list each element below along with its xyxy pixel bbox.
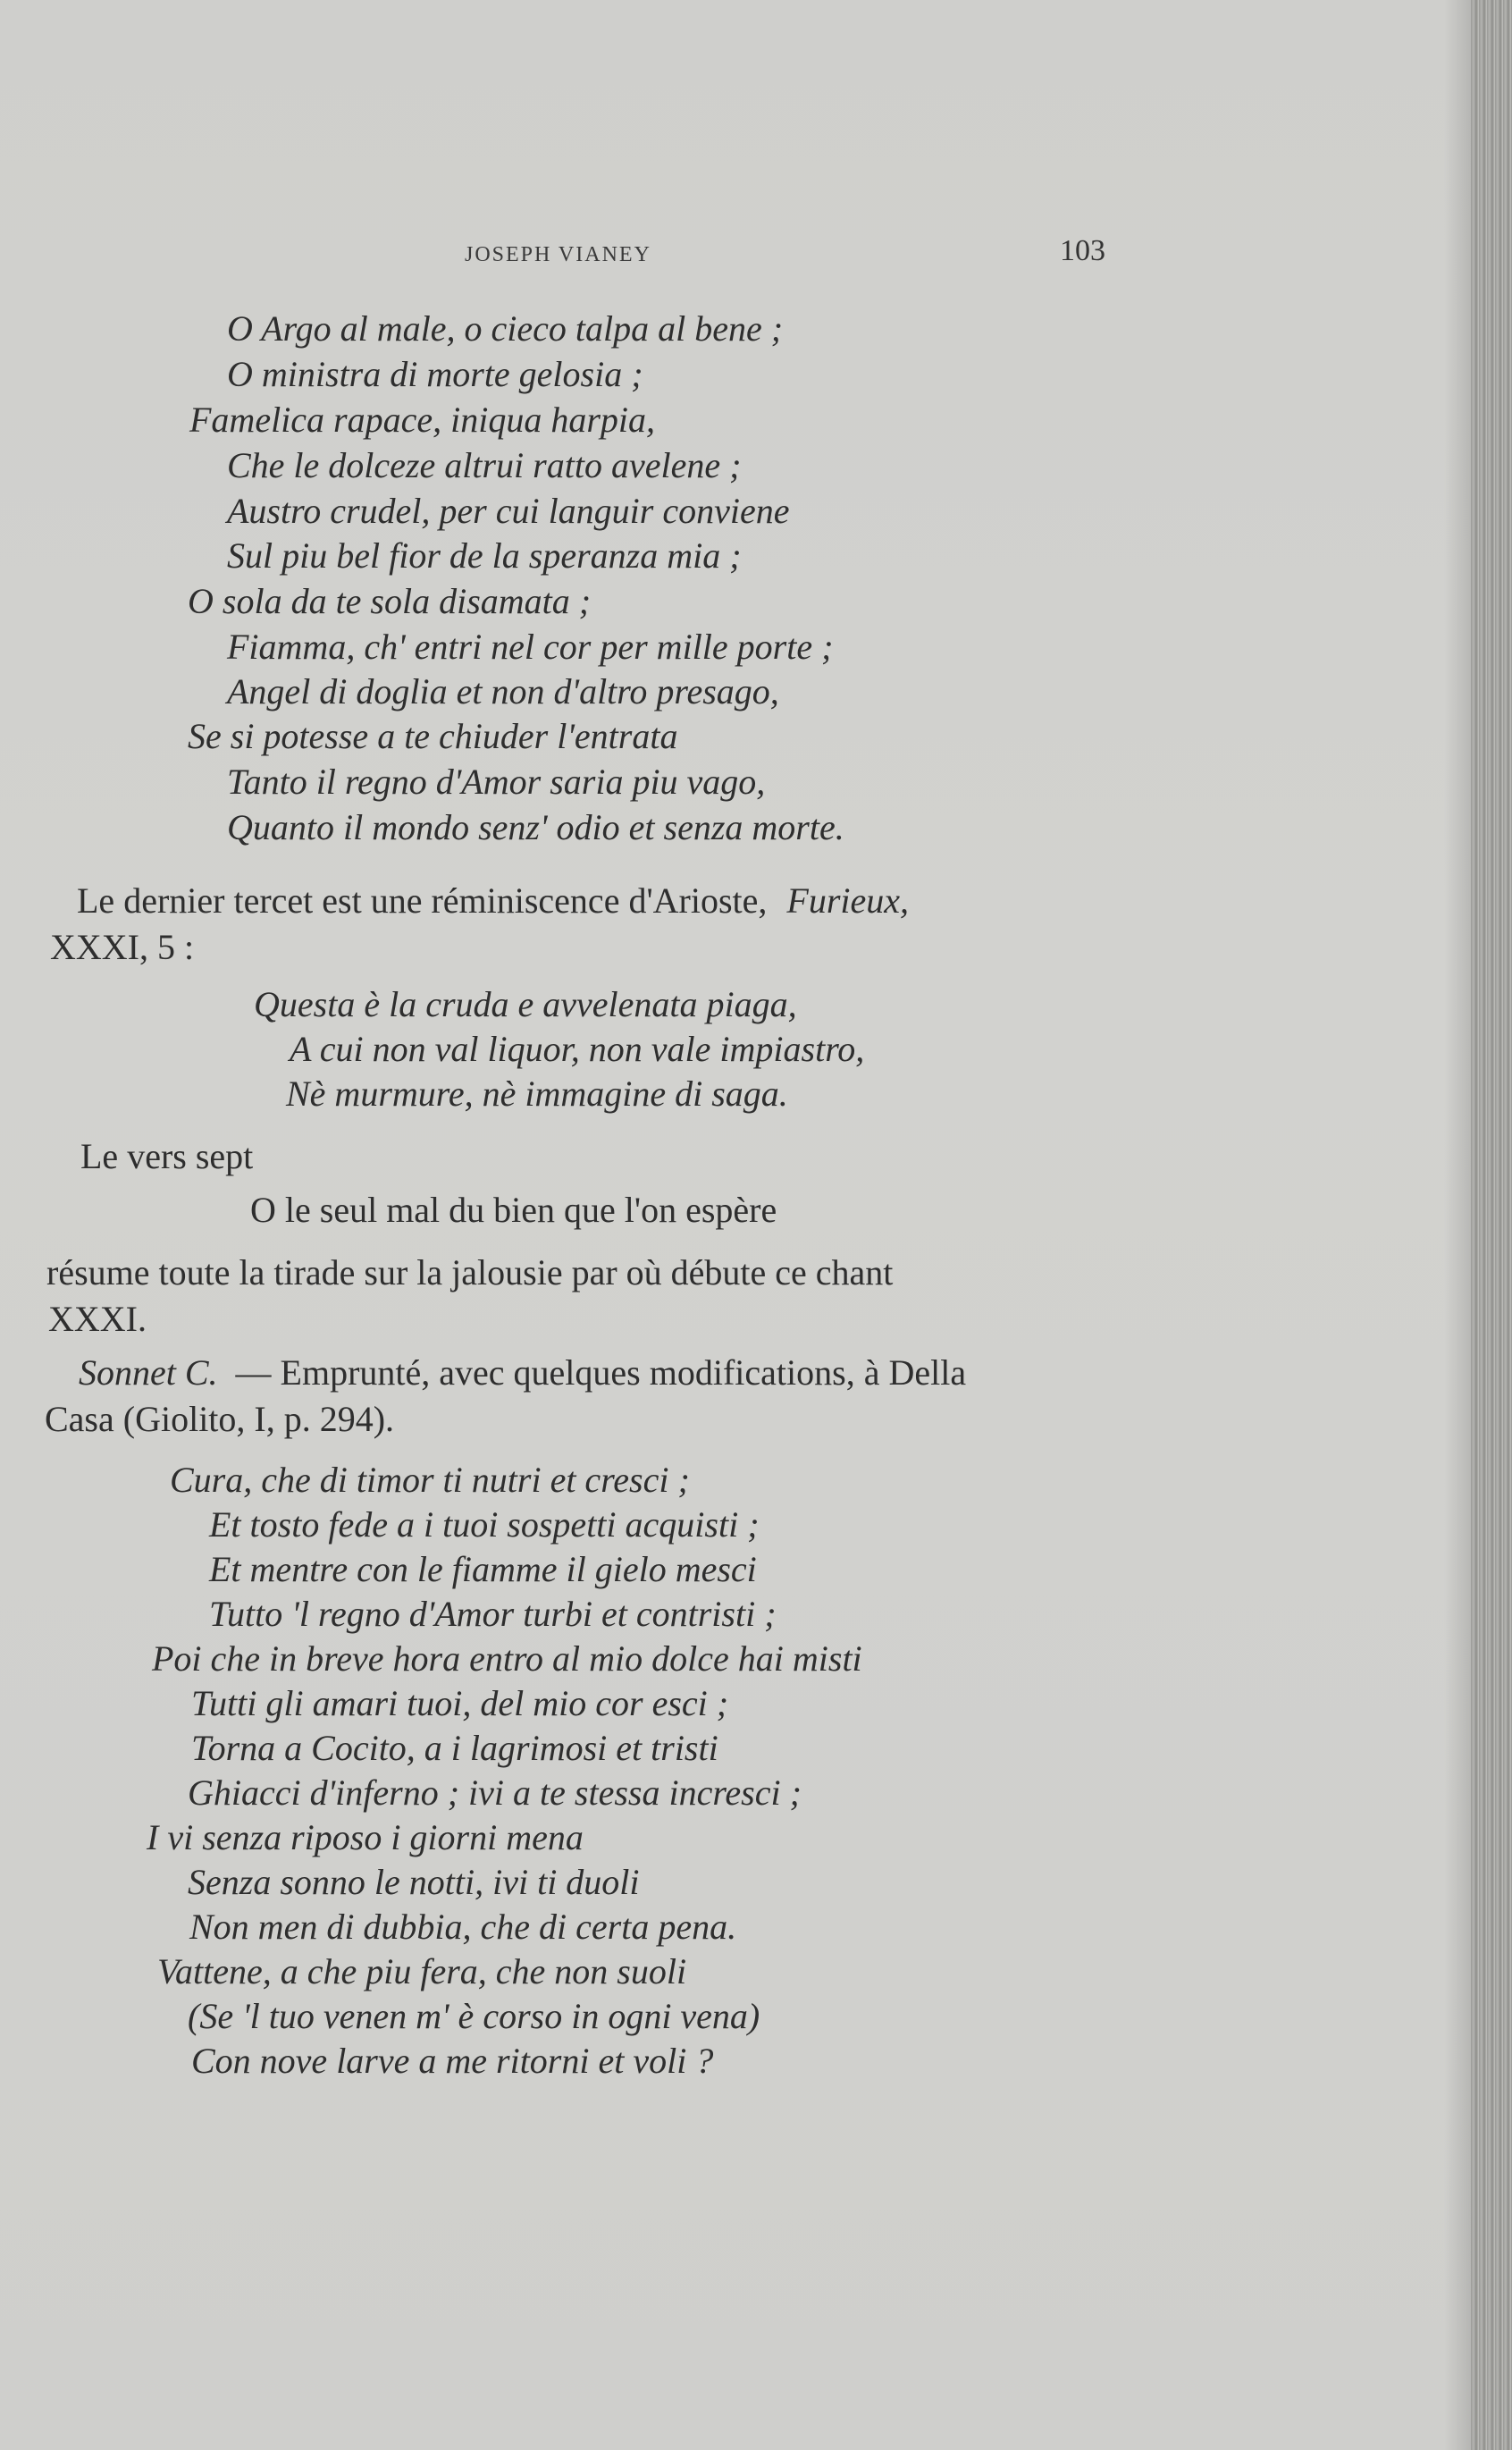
running-head: JOSEPH VIANEY	[465, 243, 651, 266]
verse-line: Et mentre con le fiamme il gielo mesci	[209, 1549, 757, 1589]
paragraph-3-line-2: Casa (Giolito, I, p. 294).	[45, 1399, 395, 1439]
paragraph-text: Le dernier tercet est une réminiscence d'Arioste,	[77, 880, 768, 921]
verse-line: Che le dolceze altrui ratto avelene ;	[227, 445, 742, 485]
verse-line: Tanto il regno d'Amor saria piu vago,	[227, 762, 766, 802]
verse-line: Sul piu bel fior de la speranza mia ;	[227, 535, 742, 576]
verse-line: Non men di dubbia, che di certa pena.	[189, 1907, 737, 1947]
verse-line: Tutti gli amari tuoi, del mio cor esci ;	[191, 1683, 729, 1723]
verse-line: Cura, che di timor ti nutri et cresci ;	[170, 1460, 690, 1500]
paragraph-text: — Emprunté, avec quelques modifications, à Della	[235, 1352, 967, 1393]
verse-line: O Argo al male, o cieco talpa al bene ;	[227, 308, 784, 349]
verse-line: Quanto il mondo senz' odio et senza morte.	[227, 807, 844, 847]
verse-line: O sola da te sola disamata ;	[188, 581, 592, 621]
verse-line: A cui non val liquor, non vale impiastro,	[290, 1029, 865, 1069]
verse-line: Vattene, a che piu fera, che non suoli	[157, 1951, 687, 1991]
sonnet-label: Sonnet C.	[79, 1352, 218, 1393]
paragraph-italic: Furieux,	[786, 880, 910, 921]
paragraph-1-line-2: XXXI, 5 :	[50, 927, 195, 967]
verse-line: Et tosto fede a i tuoi sospetti acquisti ;	[209, 1504, 760, 1545]
verse-line: I vi senza riposo i giorni mena	[147, 1817, 584, 1857]
verse-line: Con nove larve a me ritorni et voli ?	[191, 2041, 714, 2081]
paragraph-3-line-1	[79, 1352, 967, 1393]
verse-line: Senza sonno le notti, ivi ti duoli	[188, 1862, 640, 1902]
quoted-line: O le seul mal du bien que l'on espère	[250, 1190, 777, 1230]
verse-line: Torna a Cocito, a i lagrimosi et tristi	[191, 1728, 718, 1768]
paragraph-1-line-1	[77, 880, 910, 921]
page-number: 103	[1060, 234, 1105, 267]
verse-line: Austro crudel, per cui languir conviene	[227, 491, 790, 531]
verse-line: Fiamma, ch' entri nel cor per mille porte ;	[227, 627, 834, 667]
verse-line: Angel di doglia et non d'altro presago,	[227, 671, 779, 711]
verse-line: Nè murmure, nè immagine di saga.	[286, 1073, 788, 1114]
verse-line: Poi che in breve hora entro al mio dolce hai misti	[152, 1638, 862, 1679]
verse-line: Questa è la cruda e avvelenata piaga,	[254, 984, 797, 1024]
paragraph-2-line-2: XXXI.	[48, 1299, 147, 1339]
paragraph-2-intro: Le vers sept	[80, 1136, 254, 1176]
verse-line: Ghiacci d'inferno ; ivi a te stessa incresci ;	[188, 1772, 802, 1813]
verse-line: Famelica rapace, iniqua harpia,	[189, 400, 656, 440]
paragraph-2-line-1: résume toute la tirade sur la jalousie par où débute ce chant	[46, 1252, 894, 1292]
verse-line: Tutto 'l regno d'Amor turbi et contristi ;	[209, 1594, 777, 1634]
verse-line: O ministra di morte gelosia ;	[227, 354, 643, 394]
verse-line: Se si potesse a te chiuder l'entrata	[188, 716, 678, 756]
verse-line: (Se 'l tuo venen m' è corso in ogni vena)	[188, 1996, 760, 2036]
